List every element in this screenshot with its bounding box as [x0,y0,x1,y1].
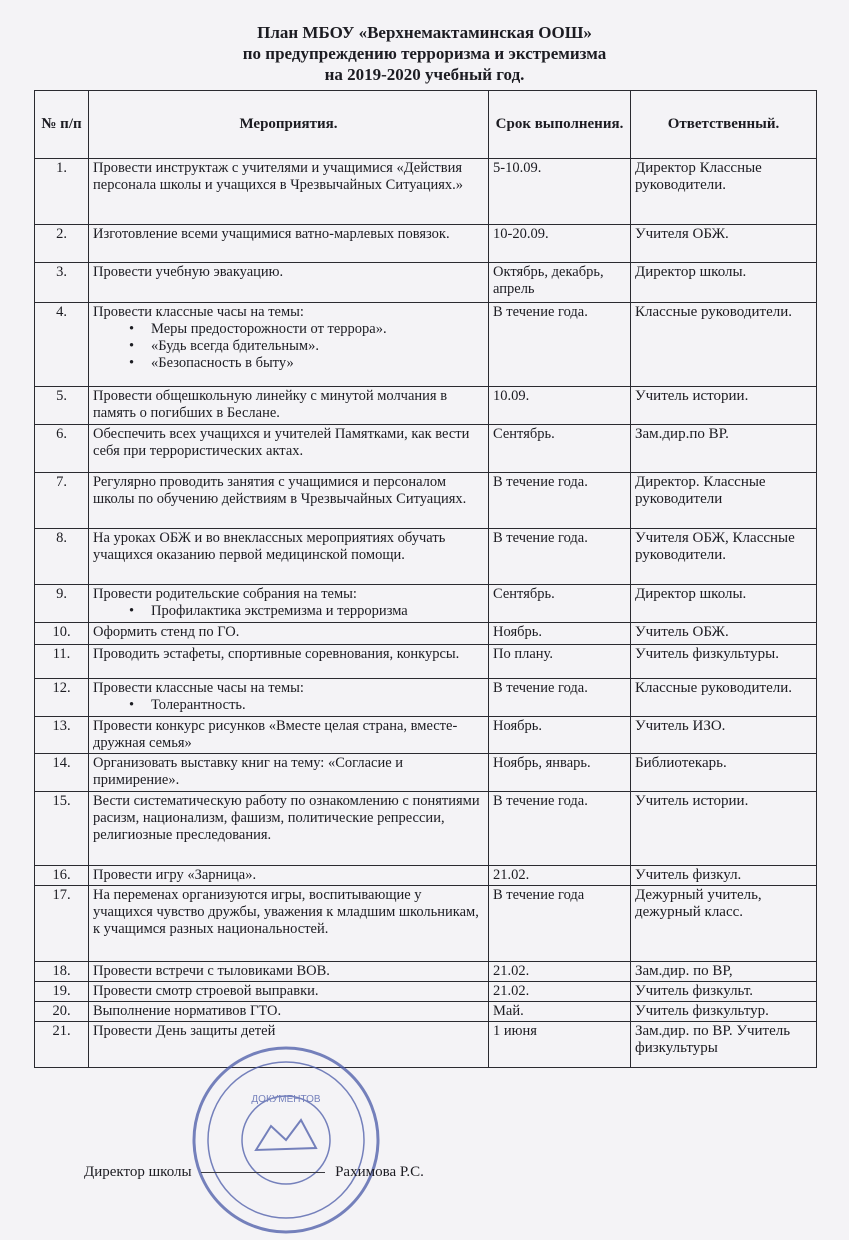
row-number: 2. [35,225,89,263]
row-event: На переменах организуются игры, воспитывающие у учащихся чувство дружбы, уважения к младшим школьникам, к учащимся разных национальностей. [93,887,479,937]
row-responsible: Учитель физкультур. [631,1002,817,1022]
table-row [35,263,817,303]
row-event: Проводить эстафеты, спортивные соревнования, конкурсы. [93,646,460,662]
row-number: 17. [35,886,89,962]
row-number: 19. [35,982,89,1002]
row-number: 3. [35,263,89,303]
row-event-cell [89,866,489,886]
row-deadline: Сентябрь. [489,585,631,623]
row-event: Оформить стенд по ГО. [93,624,240,640]
row-event-cell [89,387,489,425]
row-responsible: Учителя ОБЖ. [631,225,817,263]
document-title [0,22,849,85]
row-deadline: 21.02. [489,866,631,886]
row-deadline: Октябрь, декабрь, апрель [489,263,631,303]
row-deadline: 5-10.09. [489,159,631,225]
table-row [35,679,817,717]
row-responsible: Классные руководители. [631,303,817,387]
row-event: Провести общешкольную линейку с минутой молчания в память о погибших в Беслане. [93,388,448,421]
row-responsible: Библиотекарь. [631,754,817,792]
row-deadline: 21.02. [489,962,631,982]
row-responsible: Директор школы. [631,263,817,303]
table-row [35,529,817,585]
row-number: 11. [35,645,89,679]
row-responsible: Учитель физкульт. [631,982,817,1002]
row-event: Провести встречи с тыловиками ВОВ. [93,963,330,979]
row-event: Провести родительские собрания на темы: [93,586,357,602]
row-deadline: В течение года [489,886,631,962]
row-event: Выполнение нормативов ГТО. [93,1003,282,1019]
row-number: 13. [35,717,89,754]
row-deadline: В течение года. [489,529,631,585]
topic-item: • «Безопасность в быту» [151,355,484,372]
row-event-cell [89,225,489,263]
row-event-cell [89,1002,489,1022]
row-event-cell [89,754,489,792]
row-responsible: Зам.дир.по ВР. [631,425,817,473]
row-event-cell [89,425,489,473]
header-num: № п/п [35,91,89,159]
table-row [35,645,817,679]
row-responsible: Учитель ОБЖ. [631,623,817,645]
row-responsible: Учитель физкультуры. [631,645,817,679]
row-event: На уроках ОБЖ и во внеклассных мероприятиях обучать учащихся оказанию первой медицинской помощи. [93,530,446,563]
row-deadline: В течение года. [489,473,631,529]
topic-item: • Меры предосторожности от террора». [151,321,484,338]
row-number: 18. [35,962,89,982]
row-responsible: Директор школы. [631,585,817,623]
row-number: 16. [35,866,89,886]
row-number: 5. [35,387,89,425]
table-row [35,717,817,754]
row-event: Провести классные часы на темы: [93,304,304,320]
row-event-cell [89,303,489,387]
header-event: Мероприятия. [89,91,489,159]
table-body [35,159,817,1068]
row-event-cell [89,263,489,303]
row-event: Обеспечить всех учащихся и учителей Памятками, как вести себя при террористических актах. [93,426,470,459]
row-number: 1. [35,159,89,225]
topic-item: • «Будь всегда бдительным». [151,338,484,355]
signature-blank [201,1172,325,1173]
row-event: Организовать выставку книг на тему: «Согласие и примирение». [93,755,404,788]
signature-right: Рахимова Р.С. [335,1164,424,1180]
title-line-2: по предупреждению терроризма и экстремизма [242,44,607,63]
signature-line [84,1164,424,1181]
table-row [35,1002,817,1022]
row-responsible: Зам.дир. по ВР, [631,962,817,982]
row-responsible: Учитель истории. [631,792,817,866]
table-row [35,792,817,866]
row-deadline: В течение года. [489,303,631,387]
row-number: 14. [35,754,89,792]
row-event-cell [89,679,489,717]
plan-table [34,90,817,1068]
row-event-cell [89,645,489,679]
row-number: 7. [35,473,89,529]
table-row [35,982,817,1002]
row-event-cell [89,962,489,982]
row-event: Провести учебную эвакуацию. [93,264,284,280]
row-deadline: 10-20.09. [489,225,631,263]
row-event-cell [89,473,489,529]
topic-item: • Профилактика экстремизма и терроризма [151,603,484,620]
table-row [35,159,817,225]
row-responsible: Дежурный учитель, дежурный класс. [631,886,817,962]
row-deadline: Ноябрь, январь. [489,754,631,792]
topic-list [93,603,484,620]
row-event-cell [89,792,489,866]
row-event: Провести смотр строевой выправки. [93,983,319,999]
row-deadline: Ноябрь. [489,717,631,754]
row-deadline: В течение года. [489,679,631,717]
header-deadline: Срок выполнения. [489,91,631,159]
row-event-cell [89,886,489,962]
title-line-3: на 2019-2020 учебный год. [324,65,525,84]
row-number: 20. [35,1002,89,1022]
row-responsible: Директор Классные руководители. [631,159,817,225]
row-number: 15. [35,792,89,866]
official-stamp [186,1040,386,1240]
table-row [35,473,817,529]
row-number: 10. [35,623,89,645]
row-responsible: Учитель ИЗО. [631,717,817,754]
row-number: 4. [35,303,89,387]
table-row [35,585,817,623]
table-row [35,962,817,982]
row-responsible: Учителя ОБЖ, Классные руководители. [631,529,817,585]
topic-list [93,697,484,714]
row-event-cell [89,623,489,645]
row-event: Вести систематическую работу по ознакомлению с понятиями расизм, национализм, фашизм, политические репрессии, религиозные преследования. [93,793,480,843]
row-deadline: 21.02. [489,982,631,1002]
row-deadline: По плану. [489,645,631,679]
table-row [35,623,817,645]
table-row [35,303,817,387]
row-responsible: Учитель физкул. [631,866,817,886]
table-row [35,1022,817,1068]
table-row [35,387,817,425]
signature-left: Директор школы [84,1164,192,1180]
row-deadline: 1 июня [489,1022,631,1068]
row-number: 12. [35,679,89,717]
row-number: 21. [35,1022,89,1068]
header-responsible: Ответственный. [631,91,817,159]
row-deadline: Сентябрь. [489,425,631,473]
table-row [35,425,817,473]
stamp-text: ДОКУМЕНТОВ [251,1094,321,1105]
row-deadline: 10.09. [489,387,631,425]
row-event: Провести День защиты детей [93,1023,276,1039]
row-number: 6. [35,425,89,473]
table-header-row [35,91,817,159]
row-deadline: В течение года. [489,792,631,866]
row-responsible: Учитель истории. [631,387,817,425]
row-responsible: Классные руководители. [631,679,817,717]
row-event-cell [89,529,489,585]
table-row [35,866,817,886]
table-row [35,886,817,962]
row-event-cell [89,585,489,623]
row-number: 9. [35,585,89,623]
row-event-cell [89,159,489,225]
topic-list [93,321,484,372]
row-deadline: Май. [489,1002,631,1022]
row-event: Провести конкурс рисунков «Вместе целая страна, вместе-дружная семья» [93,718,458,751]
table-row [35,225,817,263]
row-event-cell [89,717,489,754]
topic-item: • Толерантность. [151,697,484,714]
row-event: Провести классные часы на темы: [93,680,304,696]
row-number: 8. [35,529,89,585]
row-event-cell [89,982,489,1002]
row-responsible: Директор. Классные руководители [631,473,817,529]
row-event: Регулярно проводить занятия с учащимися и персоналом школы по обучению действиям в Чрезвычайных Ситуациях. [93,474,467,507]
row-event: Провести инструктаж с учителями и учащимися «Действия персонала школы и учащихся в Чрезвычайных Ситуациях.» [93,160,464,193]
row-deadline: Ноябрь. [489,623,631,645]
table-row [35,754,817,792]
title-line-1: План МБОУ «Верхнемактаминская ООШ» [257,23,592,42]
row-responsible: Зам.дир. по ВР. Учитель физкультуры [631,1022,817,1068]
row-event: Изготовление всеми учащимися ватно-марлевых повязок. [93,226,450,242]
row-event: Провести игру «Зарница». [93,867,257,883]
